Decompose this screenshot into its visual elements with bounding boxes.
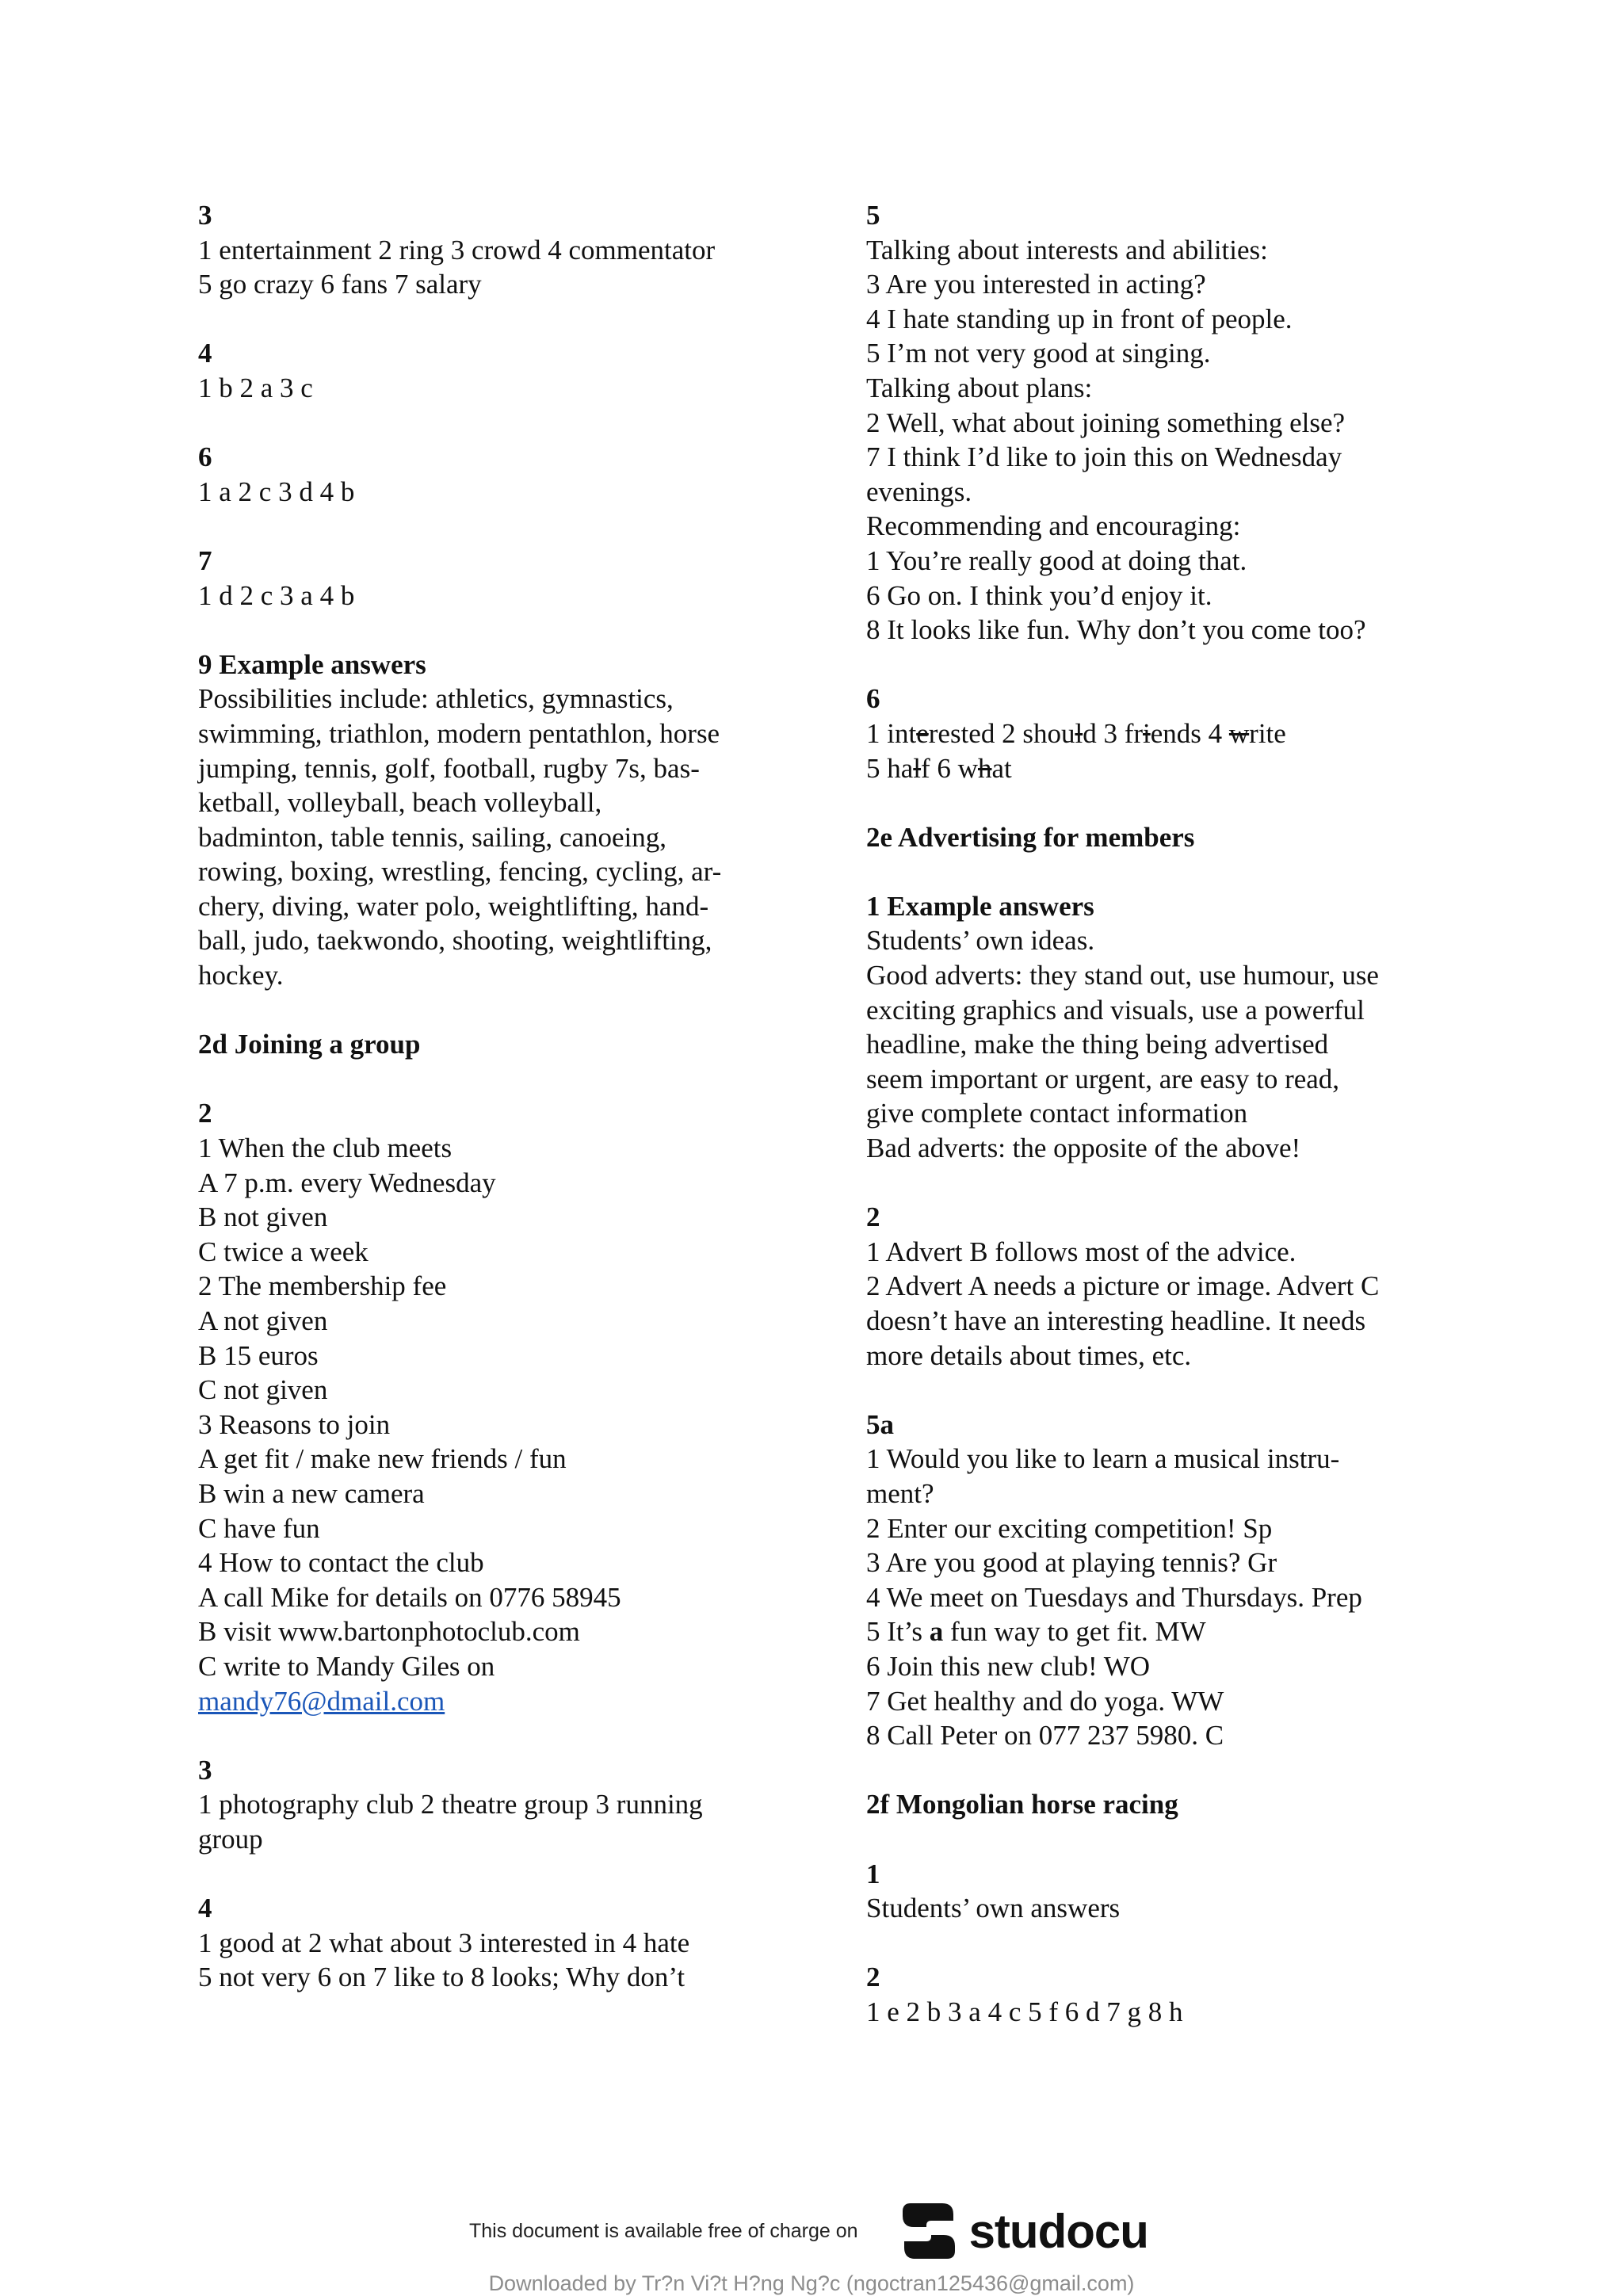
answer-line: 3 Are you good at playing tennis? Gr xyxy=(866,1547,1277,1579)
answer-line: 1 When the club meets xyxy=(198,1133,453,1164)
answer-line: rowing, boxing, wrestling, fencing, cycling, ar- xyxy=(198,856,722,888)
answer-line: 1 d 2 c 3 a 4 b xyxy=(198,579,355,611)
answer-line: Possibilities include: athletics, gymnastics, xyxy=(198,683,674,715)
answer-line: seem important or urgent, are easy to read, xyxy=(866,1063,1340,1095)
text-run: d 3 fr xyxy=(1083,717,1143,749)
answer-line xyxy=(866,1614,1468,1649)
answer-line: 8 It looks like fun. Why don’t you come too? xyxy=(866,614,1366,646)
struck-letter: w xyxy=(1228,717,1250,749)
section-heading: 2f Mongolian horse racing xyxy=(866,1789,1178,1820)
answer-line: 6 Join this new club! WO xyxy=(866,1650,1151,1682)
answer-line: doesn’t have an interesting headline. It needs xyxy=(866,1305,1366,1336)
exercise-number: 3 xyxy=(198,1754,212,1786)
answer-line: headline, make the thing being advertised xyxy=(866,1029,1329,1060)
answer-line: 6 Go on. I think you’d enjoy it. xyxy=(866,579,1212,611)
struck-letter: i xyxy=(1143,717,1151,749)
studocu-banner[interactable] xyxy=(469,2197,1148,2265)
answer-block xyxy=(866,682,1468,785)
text-run: f 6 w xyxy=(921,752,978,784)
answer-block xyxy=(866,1200,1468,1373)
exercise-number: 4 xyxy=(198,1893,212,1924)
bold-word: a xyxy=(929,1616,944,1648)
answer-line: 5 go crazy 6 fans 7 salary xyxy=(198,269,482,300)
text-run: fun way to get fit. MW xyxy=(943,1616,1206,1648)
text-run: 5 ha xyxy=(866,752,914,784)
answer-line: A 7 p.m. every Wednesday xyxy=(198,1167,496,1198)
text-run: ends 4 xyxy=(1150,717,1229,749)
text-run: 1 int xyxy=(866,717,917,749)
answer-block xyxy=(198,1891,800,1995)
text-run: rested 2 shou xyxy=(928,717,1075,749)
downloaded-by-text: Downloaded by Tr?n Vi?t H?ng Ng?c (ngoctran125436@gmail.com) xyxy=(488,2271,1135,2295)
section-heading: 2e Advertising for members xyxy=(866,821,1195,853)
studocu-logo-text: studocu xyxy=(968,2204,1148,2258)
answer-line: 4 How to contact the club xyxy=(198,1547,484,1579)
answer-line: 7 Get healthy and do yoga. WW xyxy=(866,1685,1224,1717)
exercise-number: 3 xyxy=(198,200,212,231)
answer-block xyxy=(866,1787,1468,1822)
text-run: 5 It’s xyxy=(866,1616,930,1648)
answer-line: 1 entertainment 2 ring 3 crowd 4 commentator xyxy=(198,234,716,266)
answer-line: C write to Mandy Giles on xyxy=(198,1650,495,1682)
answer-line: Students’ own ideas. xyxy=(866,925,1095,957)
answer-line: Recommending and encouraging: xyxy=(866,510,1241,542)
answer-line: jumping, tennis, golf, football, rugby 7s, bas- xyxy=(198,752,700,784)
answer-line: evenings. xyxy=(866,476,972,507)
answer-block xyxy=(866,1408,1468,1753)
answer-line: Talking about interests and abilities: xyxy=(866,234,1268,266)
answer-line: ball, judo, taekwondo, shooting, weightlifting, xyxy=(198,925,712,957)
answer-line: Talking about plans: xyxy=(866,372,1093,403)
answer-block xyxy=(198,1753,800,1857)
answer-line: B visit www.bartonphotoclub.com xyxy=(198,1616,580,1648)
answer-line: give complete contact information xyxy=(866,1098,1248,1129)
answer-line: B not given xyxy=(198,1201,328,1233)
answer-line: 2 Enter our exciting competition! Sp xyxy=(866,1512,1273,1544)
answer-line: 2 Well, what about joining something else? xyxy=(866,407,1346,438)
answer-line: 1 b 2 a 3 c xyxy=(198,372,313,403)
answer-line: group xyxy=(198,1823,263,1855)
answer-block xyxy=(866,1960,1468,2029)
struck-letter: l xyxy=(913,752,922,784)
exercise-number: 2 xyxy=(866,1201,880,1233)
answer-line: A not given xyxy=(198,1305,328,1336)
answer-line: 8 Call Peter on 077 237 5980. C xyxy=(866,1720,1224,1752)
struck-letter: h xyxy=(977,752,992,784)
answer-block xyxy=(866,820,1468,855)
answer-block xyxy=(866,889,1468,1166)
answer-line: 3 Are you interested in acting? xyxy=(866,269,1206,300)
struck-letter: e xyxy=(916,717,929,749)
answer-line: C twice a week xyxy=(198,1236,369,1267)
answer-block xyxy=(866,1857,1468,1926)
answer-line: Bad adverts: the opposite of the above! xyxy=(866,1133,1301,1164)
struck-letter: l xyxy=(1075,717,1083,749)
answer-line: 4 We meet on Tuesdays and Thursdays. Prep xyxy=(866,1581,1362,1613)
answer-line: swimming, triathlon, modern pentathlon, horse xyxy=(198,717,720,749)
answer-block xyxy=(198,1096,800,1718)
answer-line: badminton, table tennis, sailing, canoeing, xyxy=(198,821,666,853)
answer-line: A call Mike for details on 0776 58945 xyxy=(198,1581,621,1613)
answer-line: hockey. xyxy=(198,960,284,991)
answer-line: B win a new camera xyxy=(198,1477,425,1509)
answer-key-left-column xyxy=(198,198,800,2029)
answer-line xyxy=(866,751,1468,786)
answer-block xyxy=(198,648,800,993)
answer-line: 3 Reasons to join xyxy=(198,1408,391,1440)
availability-text: This document is available free of charge on xyxy=(469,2219,858,2242)
exercise-number: 6 xyxy=(866,683,880,715)
answer-line: 1 photography club 2 theatre group 3 running xyxy=(198,1789,703,1820)
email-link[interactable]: mandy76@dmail.com xyxy=(198,1685,445,1717)
answer-block xyxy=(198,1027,800,1062)
answer-block xyxy=(866,198,1468,648)
answer-block xyxy=(198,440,800,509)
answer-line: 1 You’re really good at doing that. xyxy=(866,544,1247,576)
studocu-logo-icon xyxy=(895,2197,963,2265)
exercise-number: 5 xyxy=(866,200,880,231)
answer-line: ment? xyxy=(866,1477,934,1509)
answer-line: 1 e 2 b 3 a 4 c 5 f 6 d 7 g 8 h xyxy=(866,1996,1183,2027)
answer-line: Students’ own answers xyxy=(866,1893,1121,1924)
answer-line: more details about times, etc. xyxy=(866,1339,1192,1371)
answer-block xyxy=(198,336,800,405)
answer-line: Good adverts: they stand out, use humour, use xyxy=(866,960,1379,991)
answer-line: chery, diving, water polo, weightlifting, hand- xyxy=(198,890,709,922)
answer-line: 5 I’m not very good at singing. xyxy=(866,338,1211,369)
section-heading: 2d Joining a group xyxy=(198,1029,421,1060)
answer-line: 4 I hate standing up in front of people. xyxy=(866,303,1293,334)
answer-line: 1 a 2 c 3 d 4 b xyxy=(198,476,355,507)
exercise-number: 1 xyxy=(866,1858,880,1889)
answer-key-right-column xyxy=(866,198,1468,2064)
answer-line: 1 good at 2 what about 3 interested in 4 hate xyxy=(198,1927,690,1958)
text-run: rite xyxy=(1249,717,1286,749)
exercise-number: 4 xyxy=(198,338,212,369)
answer-line: exciting graphics and visuals, use a powerful xyxy=(866,994,1365,1026)
answer-line: A get fit / make new friends / fun xyxy=(198,1443,567,1475)
exercise-number: 7 xyxy=(198,544,212,576)
exercise-number: 2 xyxy=(866,1962,880,1993)
answer-line: 2 The membership fee xyxy=(198,1270,447,1302)
text-run: at xyxy=(991,752,1012,784)
answer-line: 2 Advert A needs a picture or image. Advert C xyxy=(866,1270,1380,1302)
answer-line: 5 not very 6 on 7 like to 8 looks; Why don’t xyxy=(198,1962,685,1993)
answer-block xyxy=(198,198,800,302)
exercise-number: 5a xyxy=(866,1408,894,1440)
answer-line: B 15 euros xyxy=(198,1339,319,1371)
exercise-heading: 1 Example answers xyxy=(866,890,1094,922)
answer-line: C have fun xyxy=(198,1512,320,1544)
exercise-number: 2 xyxy=(198,1098,212,1129)
answer-line: ketball, volleyball, beach volleyball, xyxy=(198,787,602,819)
answer-line: 1 Advert B follows most of the advice. xyxy=(866,1236,1296,1267)
answer-line xyxy=(866,716,1468,751)
answer-block xyxy=(198,544,800,613)
exercise-number: 6 xyxy=(198,441,212,473)
answer-line: 1 Would you like to learn a musical instru- xyxy=(866,1443,1340,1475)
answer-line: C not given xyxy=(198,1374,328,1406)
exercise-heading: 9 Example answers xyxy=(198,648,426,680)
answer-line: 7 I think I’d like to join this on Wednesday xyxy=(866,441,1342,473)
